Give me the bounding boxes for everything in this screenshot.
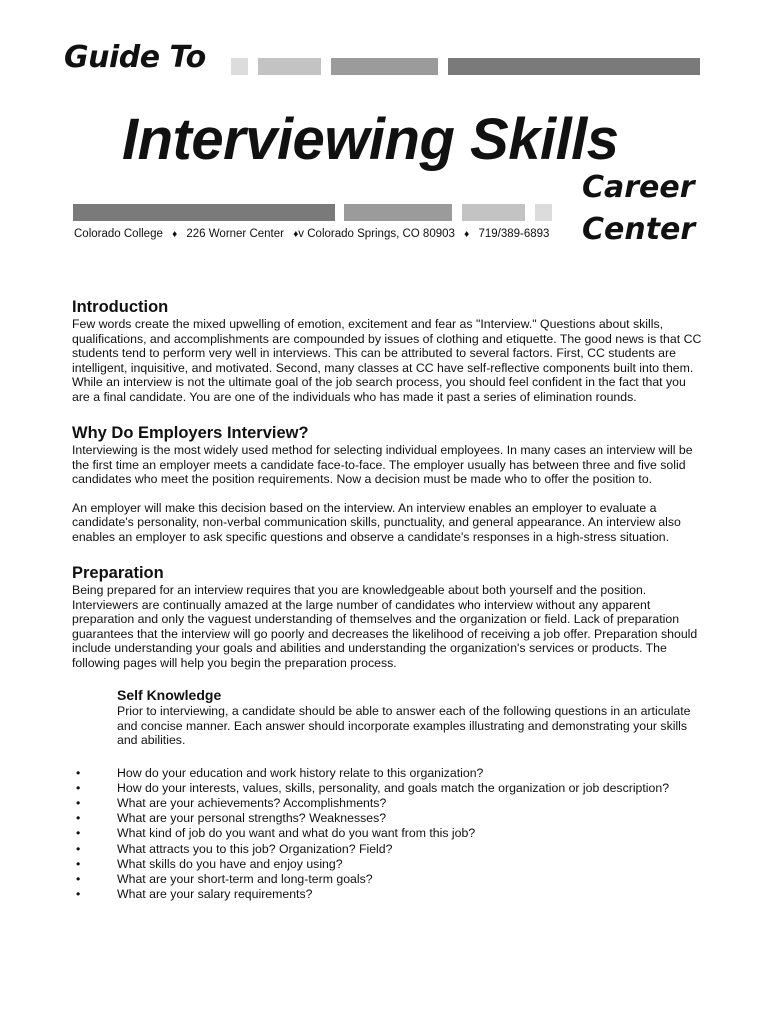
- section-heading: Why Do Employers Interview?: [72, 424, 309, 442]
- question-list: [72, 766, 702, 903]
- header-bar-top-1: [231, 58, 248, 75]
- question-text: How do your interests, values, skills, personality, and goals match the organization or job description?: [117, 780, 670, 795]
- section-why-interview: [72, 424, 702, 544]
- list-item: [72, 811, 702, 826]
- header-bar-bottom-1: [73, 204, 335, 221]
- contact-line: [74, 228, 549, 240]
- center-word: Center: [582, 212, 696, 247]
- header-bar-bottom-4: [535, 204, 552, 221]
- question-text: What skills do you have and enjoy using?: [117, 856, 343, 871]
- bullet-icon: •: [76, 811, 81, 826]
- bullet-icon: •: [76, 841, 81, 856]
- list-item: [72, 857, 702, 872]
- section-paragraph: Being prepared for an interview requires that you are knowledgeable about both yourself and the position. Interviewers are continually amazed at the large number of candidates who interview without any apparent preparation and only the vaguest understanding of themselves and the organization or field. Lack of preparation guarantees that the interview will go poorly and decreases the likelihood of receiving a job offer. Preparation should include understanding your goals and abilities and understanding the organization's services or products. The following pages will help you begin the preparation process.: [72, 583, 698, 670]
- org-name: Colorado College: [74, 228, 163, 240]
- bullet-icon: •: [76, 826, 81, 841]
- bullet-icon: •: [76, 765, 81, 780]
- question-text: What attracts you to this job? Organization? Field?: [117, 841, 393, 856]
- page-title: Interviewing Skills: [122, 107, 619, 172]
- subsection-paragraph: Prior to interviewing, a candidate should be able to answer each of the following questions in an articulate and concise manner. Each answer should incorporate examples illustrating and demonstrating your skills and abilities.: [117, 704, 691, 747]
- office-location: 226 Worner Center: [186, 228, 284, 240]
- document-body: [72, 298, 702, 902]
- section-paragraph: Few words create the mixed upwelling of emotion, excitement and fear as "Interview." Questions about skills, qualifications, and accomplishments are compounded by issues of clothing and etiquette. The good news is that CC students tend to perform very well in interviews. This can be attributed to several factors. First, CC students are intelligent, inquisitive, and motivated. Second, many classes at CC have self-reflective components built into them. While an interview is not the ultimate goal of the job search process, you should feel confident in the fact that you are a final candidate. You are one of the individuals who has made it past a series of elimination rounds.: [72, 317, 702, 404]
- subsection-self-knowledge: [117, 686, 702, 748]
- guide-to-heading: Guide To: [64, 40, 206, 75]
- section-introduction: [72, 298, 702, 404]
- section-heading: Preparation: [72, 564, 164, 582]
- question-text: What are your achievements? Accomplishments?: [117, 795, 387, 810]
- phone-number: 719/389-6893: [478, 228, 550, 240]
- list-item: [72, 872, 702, 887]
- header-bar-bottom-3: [462, 204, 525, 221]
- section-paragraph: Interviewing is the most widely used method for selecting individual employees. In many cases an interview will be the first time an employer meets a candidate face-to-face. The employer usually has between three and five solid candidates who meet the position requirements. Now a decision must be made who to offer the position to.: [72, 443, 693, 486]
- bullet-icon: •: [76, 887, 81, 902]
- section-heading: Introduction: [72, 298, 169, 316]
- list-item: [72, 766, 702, 781]
- header-bar-bottom-2: [344, 204, 452, 221]
- list-item: [72, 887, 702, 902]
- list-item: [72, 826, 702, 841]
- subsection-heading: Self Knowledge: [117, 687, 222, 703]
- bullet-icon: •: [76, 780, 81, 795]
- list-item: [72, 781, 702, 796]
- header-bar-top-4: [448, 58, 700, 75]
- question-text: What kind of job do you want and what do you want from this job?: [117, 826, 476, 841]
- career-word: Career: [582, 170, 695, 205]
- question-text: What are your short-term and long-term goals?: [117, 871, 373, 886]
- section-paragraph: An employer will make this decision based on the interview. An interview enables an employer to evaluate a candidate's personality, non-verbal communication skills, punctuality, and general appearance. An interview also enables an employer to ask specific questions and observe a candidate's responses in a high-stress situation.: [72, 500, 681, 544]
- diamond-separator-icon: ♦: [172, 229, 178, 240]
- header-bar-top-2: [258, 58, 321, 75]
- diamond-separator-icon: ♦: [293, 229, 299, 240]
- bullet-icon: •: [76, 795, 81, 810]
- question-text: How do your education and work history relate to this organization?: [117, 765, 484, 780]
- question-text: What are your salary requirements?: [117, 887, 313, 902]
- city-state-zip: v Colorado Springs, CO 80903: [298, 228, 455, 240]
- bullet-icon: •: [76, 871, 81, 886]
- bullet-icon: •: [76, 856, 81, 871]
- list-item: [72, 842, 702, 857]
- header-bar-top-3: [331, 58, 438, 75]
- section-preparation: [72, 564, 702, 670]
- question-text: What are your personal strengths? Weaknesses?: [117, 811, 387, 826]
- list-item: [72, 796, 702, 811]
- career-center-label: [582, 167, 695, 251]
- diamond-separator-icon: ♦: [464, 229, 470, 240]
